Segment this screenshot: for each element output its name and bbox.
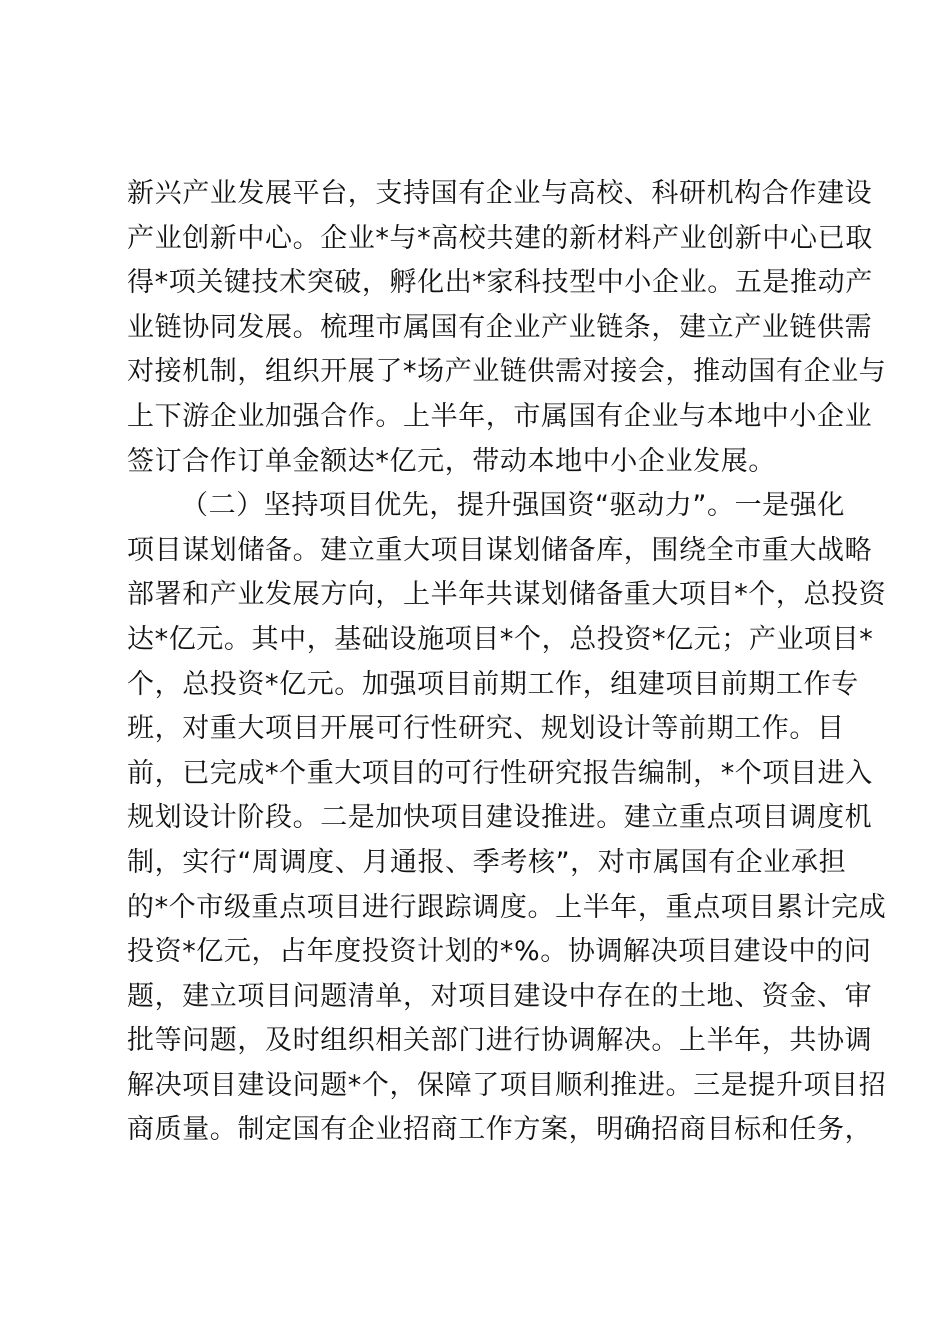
text-line: 得*项关键技术突破，孵化出*家科技型中小企业。五是推动产	[127, 267, 873, 299]
text-line: 商质量。制定国有企业招商工作方案，明确招商目标和任务，	[127, 1114, 873, 1146]
text-line: 制，实行“周调度、月通报、季考核”，对市属国有企业承担	[127, 846, 847, 878]
text-line: 业链协同发展。梳理市属国有企业产业链条，建立产业链供需	[127, 311, 873, 343]
text-line: 班，对重大项目开展可行性研究、规划设计等前期工作。目	[127, 713, 845, 745]
paragraph-section-two	[127, 484, 887, 1153]
text-line: 个，总投资*亿元。加强项目前期工作，组建项目前期工作专	[127, 668, 859, 700]
text-line: 投资*亿元，占年度投资计划的*%。协调解决项目建设中的问	[127, 936, 872, 968]
text-line: 批等问题，及时组织相关部门进行协调解决。上半年，共协调	[127, 1025, 873, 1057]
text-line: 产业创新中心。企业*与*高校共建的新材料产业创新中心已取	[127, 222, 873, 254]
text-line: 新兴产业发展平台，支持国有企业与高校、科研机构合作建设	[127, 178, 873, 209]
text-line: 签订合作订单金额达*亿元，带动本地中小企业发展。	[127, 445, 776, 477]
section-heading-line: （二）坚持项目优先，提升强国资“驱动力”。一是强化	[181, 490, 845, 522]
body-text	[127, 172, 887, 1153]
text-line: 题，建立项目问题清单，对项目建设中存在的土地、资金、审	[127, 980, 873, 1012]
paragraph-continuation	[127, 172, 887, 484]
text-line: 前，已完成*个重大项目的可行性研究报告编制，*个项目进入	[127, 757, 873, 789]
text-line: 部署和产业发展方向，上半年共谋划储备重大项目*个，总投资	[127, 579, 887, 611]
text-line: 的*个市级重点项目进行跟踪调度。上半年，重点项目累计完成	[127, 891, 887, 923]
text-line: 对接机制，组织开展了*场产业链供需对接会，推动国有企业与	[127, 356, 887, 388]
text-line: 规划设计阶段。二是加快项目建设推进。建立重点项目调度机	[127, 802, 873, 834]
text-line: 项目谋划储备。建立重大项目谋划储备库，围绕全市重大战略	[127, 534, 873, 566]
text-line: 达*亿元。其中，基础设施项目*个，总投资*亿元；产业项目*	[127, 623, 874, 655]
text-line: 上下游企业加强合作。上半年，市属国有企业与本地中小企业	[127, 400, 873, 432]
text-line: 解决项目建设问题*个，保障了项目顺利推进。三是提升项目招	[127, 1069, 887, 1101]
